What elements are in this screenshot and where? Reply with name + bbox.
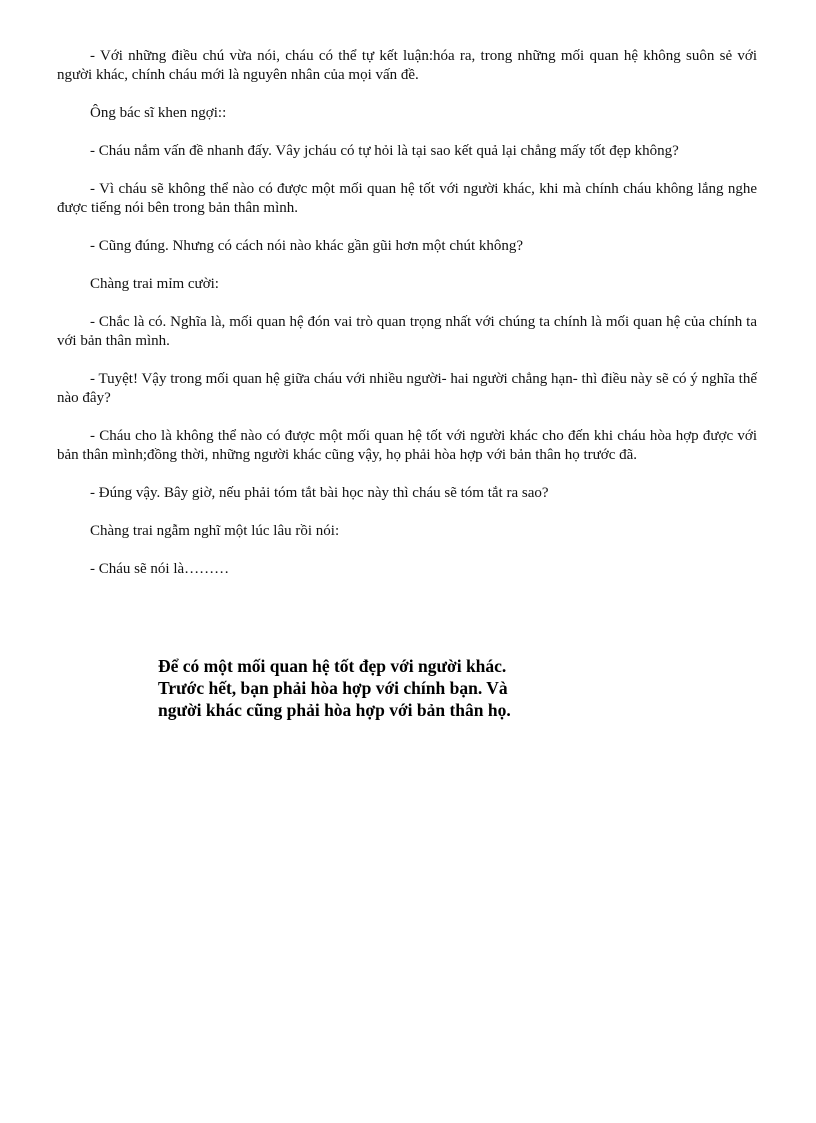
paragraph: Chàng trai mỉm cười: [90, 276, 219, 292]
paragraph: Chàng trai ngẫm nghĩ một lúc lâu rồi nói: [90, 523, 340, 539]
dialogue-body [57, 47, 757, 598]
summary-quote-line: người khác cũng phải hòa hợp với bản thân họ. [158, 700, 511, 720]
paragraph: Ông bác sĩ khen ngợi:: [90, 105, 227, 121]
summary-quote-line: Để có một mối quan hệ tốt đẹp với người khác. [158, 656, 507, 676]
paragraph: - Vì cháu sẽ không thể nào có được một mối quan hệ tốt với người khác, khi mà chính cháu không lắng nghe được tiếng nói bên trong bản thân mình. [57, 181, 757, 216]
paragraph: - Tuyệt! Vậy trong mối quan hệ giữa cháu với nhiều người- hai người chẳng hạn- thì điều này sẽ có ý nghĩa thế nào đây? [57, 371, 757, 406]
summary-quote [158, 655, 598, 721]
paragraph: - Cũng đúng. Nhưng có cách nói nào khác gần gũi hơn một chút không? [90, 238, 524, 254]
summary-quote-line: Trước hết, bạn phải hòa hợp với chính bạn. Và [158, 678, 508, 698]
paragraph: - Cháu sẽ nói là……… [90, 561, 230, 577]
paragraph: - Cháu cho là không thể nào có được một mối quan hệ tốt với người khác cho đến khi cháu hòa hợp được với bản thân mình;đồng thời, những người khác cũng vậy, họ phải hòa hợp với bản thân họ trước đã. [57, 428, 757, 463]
paragraph: - Cháu nắm vấn đề nhanh đấy. Vây jcháu có tự hỏi là tại sao kết quả lại chẳng mấy tốt đẹp không? [90, 143, 679, 159]
paragraph: - Với những điều chú vừa nói, cháu có thể tự kết luận:hóa ra, trong những mối quan hệ không suôn sẻ với người khác, chính cháu mới là nguyên nhân của mọi vấn đề. [57, 48, 757, 83]
paragraph: - Đúng vậy. Bây giờ, nếu phải tóm tắt bài học này thì cháu sẽ tóm tắt ra sao? [90, 485, 549, 501]
paragraph: - Chắc là có. Nghĩa là, mối quan hệ đón vai trò quan trọng nhất với chúng ta chính là mối quan hệ của chính ta với bản thân mình. [57, 314, 757, 349]
